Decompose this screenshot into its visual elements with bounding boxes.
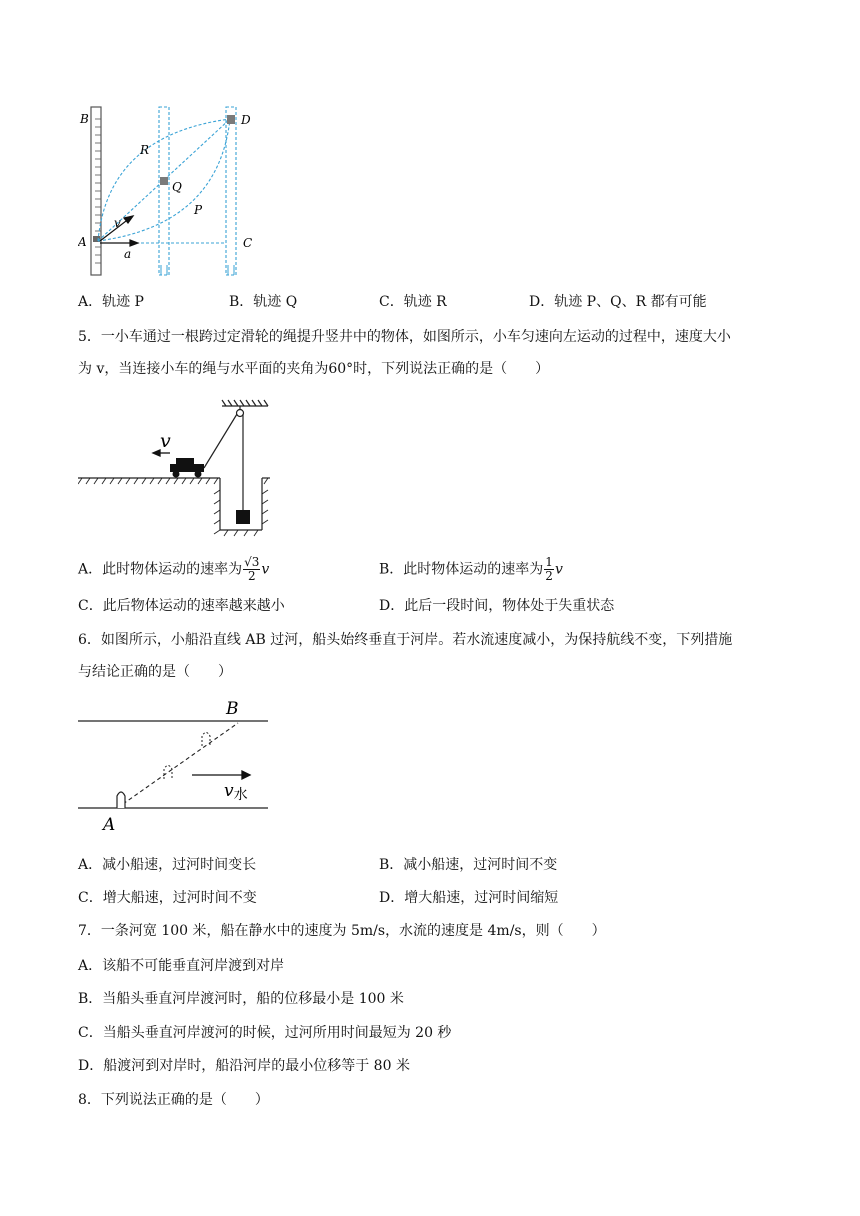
label-q: Q xyxy=(172,180,182,194)
q5-pulley-figure xyxy=(78,398,278,538)
fraction-1-over-2 xyxy=(544,556,554,583)
fraction-denominator: 2 xyxy=(545,569,553,583)
q5-option-b-var: v xyxy=(554,561,563,578)
label-acc: a xyxy=(124,247,132,261)
label-v: v xyxy=(114,216,121,230)
q5-option-b[interactable] xyxy=(379,556,563,583)
fraction-numerator: √3 xyxy=(244,555,260,569)
q4-trajectory-figure xyxy=(78,105,268,280)
q7-option-a[interactable]: A．该船不可能垂直河岸渡到对岸 xyxy=(78,958,285,974)
block-at-q xyxy=(160,177,168,185)
q6-stem-line-2: 与结论正确的是（ ） xyxy=(78,664,232,680)
fraction-denominator: 2 xyxy=(247,569,256,583)
q6-option-b[interactable]: B．减小船速，过河时间不变 xyxy=(379,857,558,873)
ceiling xyxy=(222,400,268,406)
path-ab xyxy=(123,723,238,804)
label-a: A xyxy=(103,815,116,835)
car-velocity-label: v xyxy=(160,430,171,452)
label-b: B xyxy=(226,699,239,719)
boat-at-a xyxy=(117,792,125,808)
q7-stem: 7．一条河宽 100 米，船在静水中的速度为 5m/s，水流的速度是 4m/s，则（ ） xyxy=(78,923,606,939)
water-velocity-label: v水 xyxy=(224,781,248,803)
ground-hatch xyxy=(78,478,268,536)
fraction-sqrt3-over-2 xyxy=(243,556,260,583)
fraction-numerator: 1 xyxy=(545,555,553,569)
q7-option-d[interactable]: D．船渡河到对岸时，船沿河岸的最小位移等于 80 米 xyxy=(78,1058,410,1074)
label-b: B xyxy=(80,112,89,126)
q8-stem: 8．下列说法正确的是（ ） xyxy=(78,1092,269,1108)
block-at-d xyxy=(227,115,235,124)
q5-option-b-text: B．此时物体运动的速率为 xyxy=(379,561,544,578)
q7-option-b[interactable]: B．当船头垂直河岸渡河时，船的位移最小是 100 米 xyxy=(78,991,404,1007)
q4-option-b[interactable]: B．轨迹 Q xyxy=(229,294,298,310)
q5-stem-line-2: 为 v，当连接小车的绳与水平面的夹角为60°时，下列说法正确的是（ ） xyxy=(78,361,550,377)
label-d: D xyxy=(241,113,251,127)
q6-stem-line-1: 6．如图所示，小船沿直线 AB 过河，船头始终垂直于河岸。若水流速度减小，为保持航线不变，下列措施 xyxy=(78,632,733,648)
label-c: C xyxy=(243,236,253,250)
q4-option-d[interactable]: D．轨迹 P、Q、R 都有可能 xyxy=(529,294,707,310)
car xyxy=(170,458,204,478)
label-r: R xyxy=(140,143,150,157)
acceleration-vector xyxy=(100,240,138,246)
rope-to-car xyxy=(204,414,237,468)
q5-option-a[interactable] xyxy=(78,556,269,583)
boat-ghost-2 xyxy=(202,733,210,747)
water-velocity-arrow xyxy=(192,771,250,779)
label-p: P xyxy=(194,203,203,217)
label-a: A xyxy=(78,235,87,249)
q5-stem-line-1: 5．一小车通过一根跨过定滑轮的绳提升竖井中的物体，如图所示，小车匀速向左运动的过程中，速度大小 xyxy=(78,329,731,345)
q5-option-d[interactable]: D．此后一段时间，物体处于失重状态 xyxy=(379,598,615,614)
hanging-block xyxy=(236,510,250,524)
boat-ghost-1 xyxy=(164,766,172,780)
q7-option-c[interactable]: C．当船头垂直河岸渡河的时候，过河所用时间最短为 20 秒 xyxy=(78,1025,452,1041)
q4-option-a[interactable]: A．轨迹 P xyxy=(78,294,144,310)
q5-option-a-var: v xyxy=(261,561,270,578)
q6-option-a[interactable]: A．减小船速，过河时间变长 xyxy=(78,857,257,873)
tube-bottom-marks xyxy=(161,265,234,275)
q6-option-d[interactable]: D．增大船速，过河时间缩短 xyxy=(379,890,559,906)
q5-option-c[interactable]: C．此后物体运动的速率越来越小 xyxy=(78,598,285,614)
q4-option-c[interactable]: C．轨迹 R xyxy=(379,294,447,310)
q6-river-figure xyxy=(78,696,278,838)
q5-option-a-text: A．此时物体运动的速率为 xyxy=(78,561,243,578)
q6-option-c[interactable]: C．增大船速，过河时间不变 xyxy=(78,890,257,906)
